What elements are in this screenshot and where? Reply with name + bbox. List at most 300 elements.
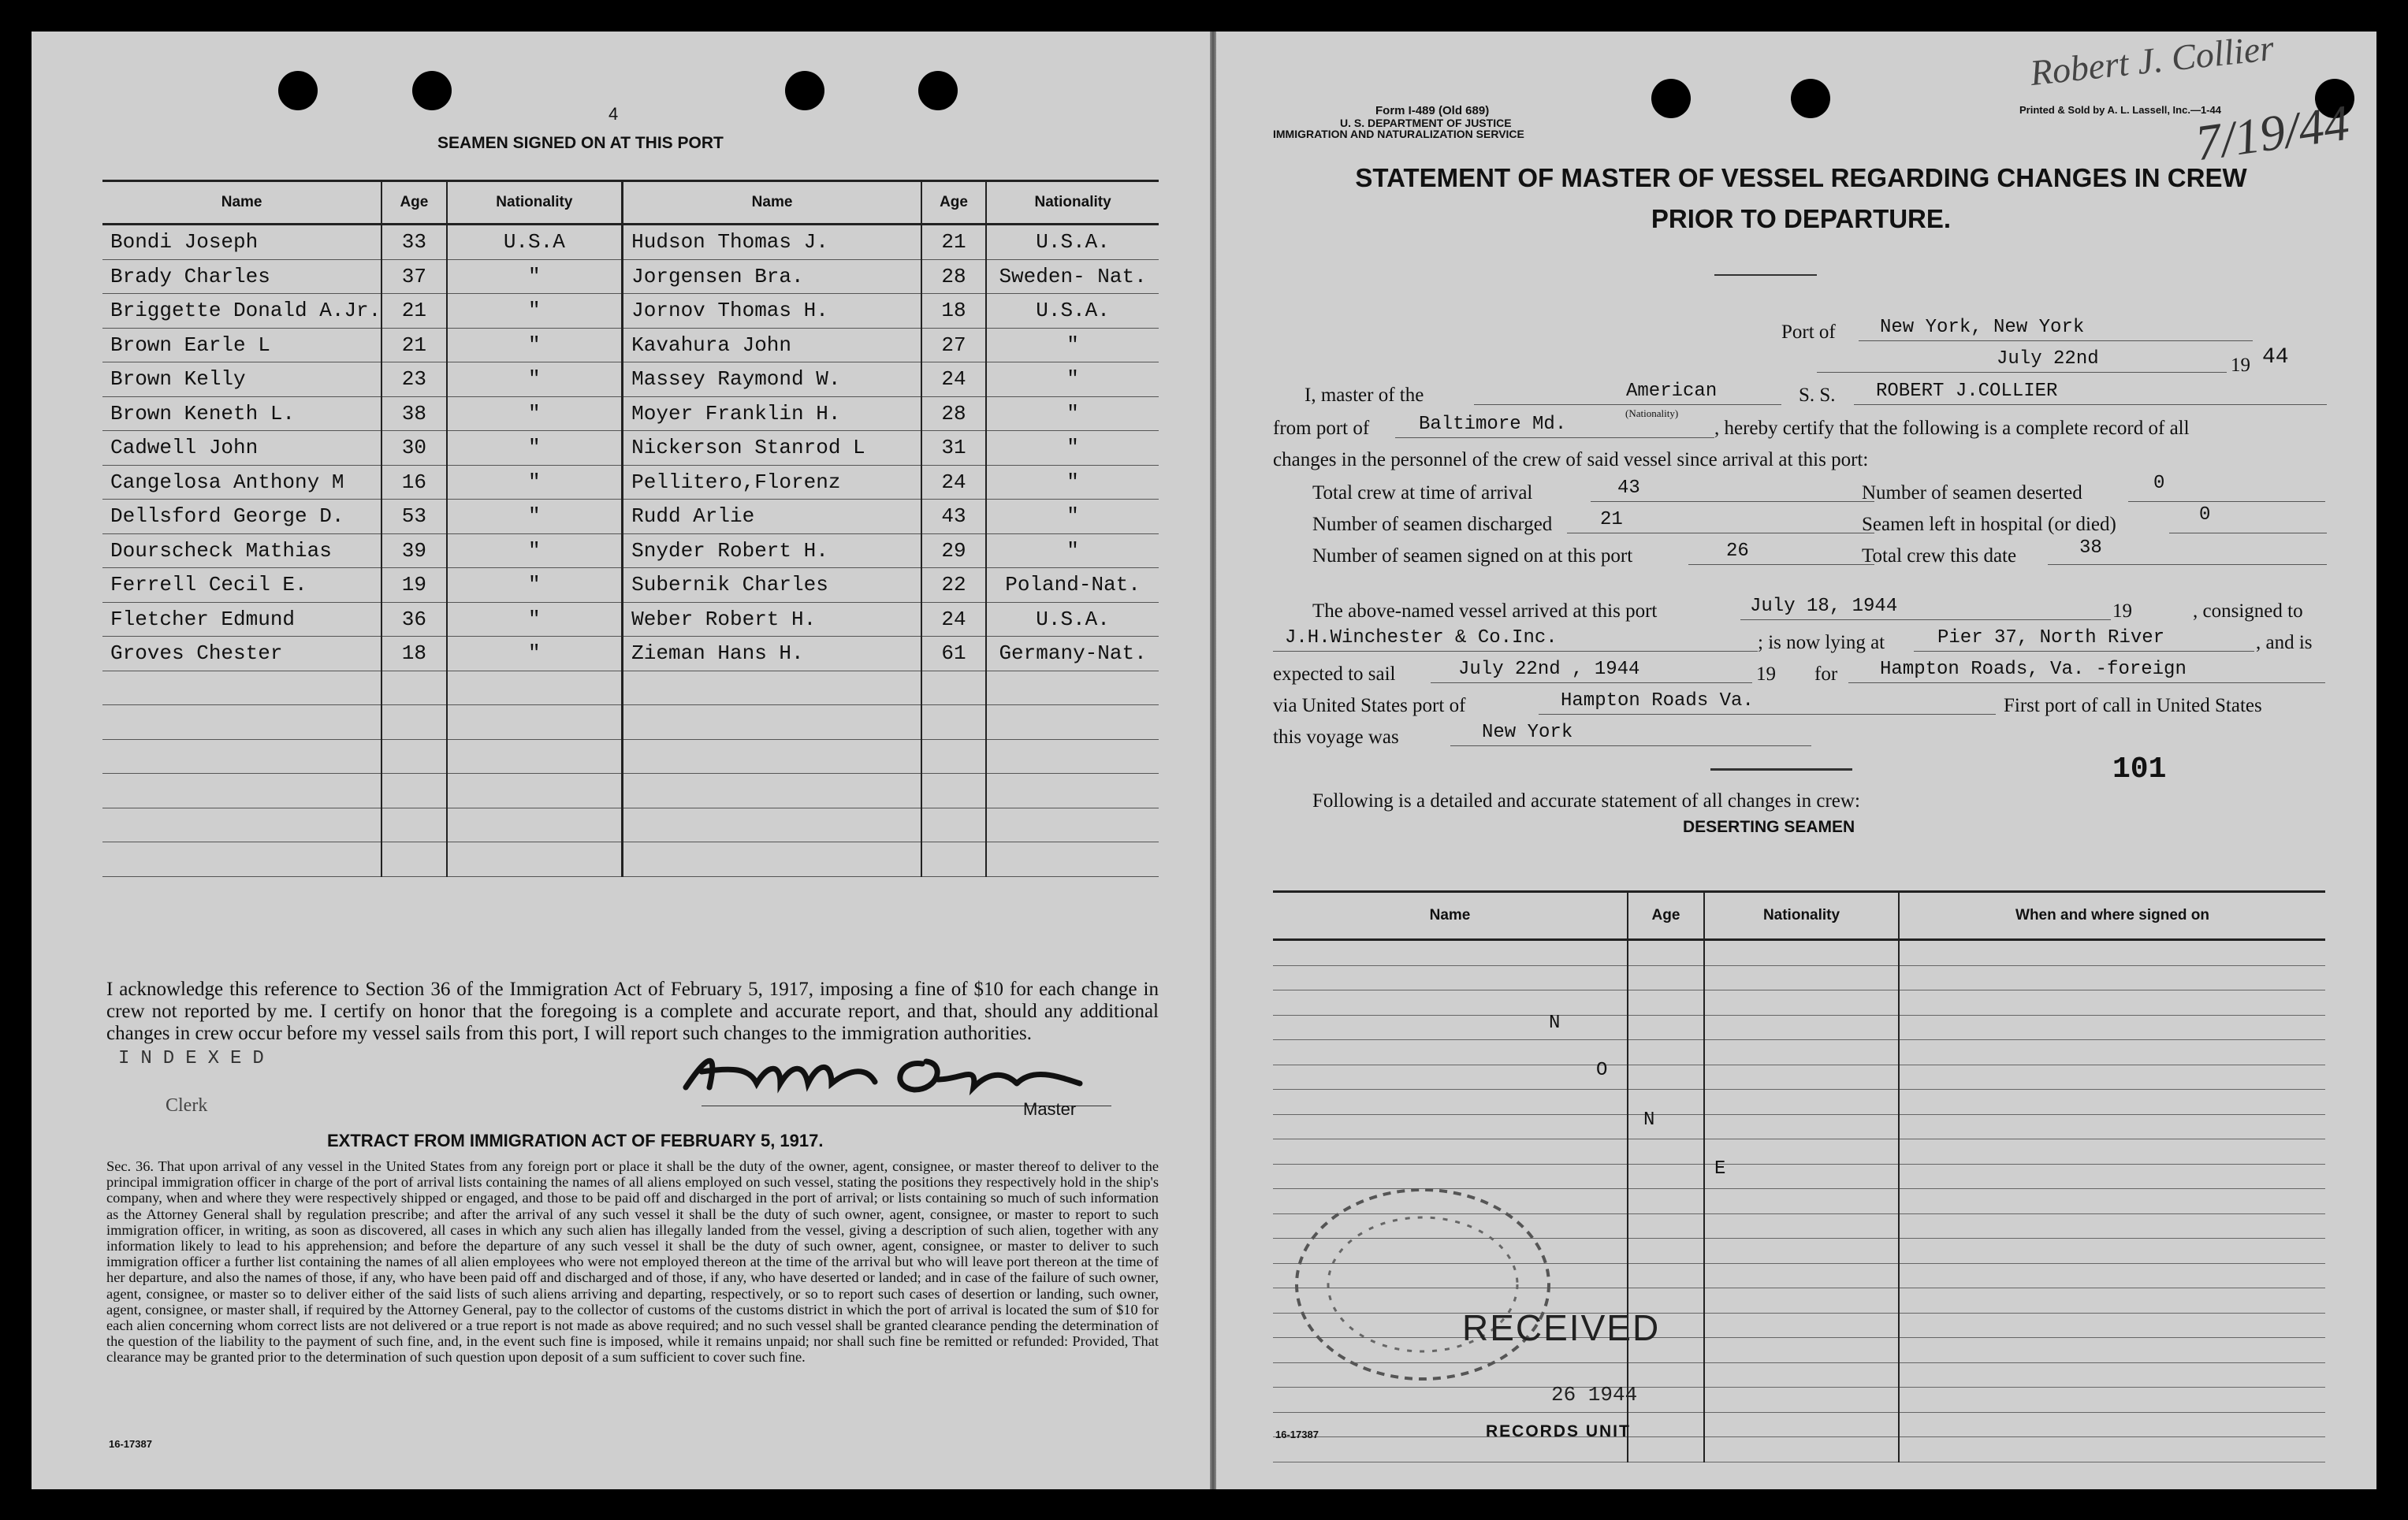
fill-line (1854, 404, 2327, 405)
deserted-label: Number of seamen deserted (1862, 482, 2082, 504)
blank-cell (1899, 965, 2325, 990)
column-header: Age (1628, 892, 1704, 940)
blank-cell (1704, 990, 1899, 1016)
blank-row (1273, 965, 2325, 990)
expected-value: July 22nd , 1944 (1458, 659, 1640, 680)
blank-cell (102, 705, 381, 740)
blank-cell (1704, 1015, 1899, 1040)
blank-cell (1628, 990, 1704, 1016)
section-title: SEAMEN SIGNED ON AT THIS PORT (437, 134, 724, 152)
arrived-year: 19 (2112, 600, 2132, 622)
table-row (102, 362, 1159, 397)
crew-name: Snyder Robert H. (623, 533, 921, 568)
blank-cell (447, 774, 623, 808)
crew-name: Subernik Charles (623, 568, 921, 603)
form-code-right: 16-17387 (1275, 1429, 1319, 1440)
table-row (102, 396, 1159, 431)
fill-line (1817, 372, 2227, 373)
form-title-line-2: PRIOR TO DEPARTURE. (1651, 204, 1952, 233)
blank-cell (921, 842, 986, 877)
crew-age: 29 (921, 533, 986, 568)
crew-age: 33 (381, 225, 446, 260)
certify-text: , hereby certify that the following is a complete record of all (1714, 418, 2190, 439)
blank-cell (1628, 1362, 1704, 1388)
blank-cell (1273, 940, 1628, 966)
punch-hole (412, 71, 452, 110)
blank-cell (1704, 1189, 1899, 1214)
fill-line (1740, 619, 2111, 620)
blank-cell (381, 671, 446, 705)
first-port-text: First port of call in United States (2004, 695, 2262, 716)
crew-nationality: " (986, 431, 1159, 466)
page-number: 4 (609, 104, 619, 124)
fill-line (1395, 437, 1714, 438)
year-suffix: 44 (2262, 345, 2289, 370)
port-label: Port of (1781, 321, 1836, 343)
crew-age: 31 (921, 431, 986, 466)
following-text: Following is a detailed and accurate statement of all changes in crew: (1312, 790, 1860, 812)
statute-text: Sec. 36. That upon arrival of any vessel in the United States from any foreign port or place it shall be the duty of the owner, agent, consignee, or master thereof to deliver to the principal immigration officer in charge of the port of arrival lists containing the names of all aliens employed on such vessel, stating the positions they respectively hold in the ship's company, when and where they were respectively shipped or engaged, and those to be paid off and discharged in the port of arrival; or lists containing so much of such information as the Attorney General shall by regulation prescribe; and after the arrival of any such vessel it shall be the duty of such owner, agent, consignee, or master to report to such immigration officer, in writing, as soon as discovered, all cases in which any such alien has illegally landed from the vessel, giving a description of such alien, together with any information likely to lead to his apprehension; and before the departure of any such vessel it shall be the duty of such owner, agent, consignee, or master to deliver to such immigration officer a further list containing the names of all alien employees who were not employed thereon at the time of the arrival but who will leave port thereon at the time of her departure, and also the names of those, if any, who have been paid off and discharged and of those, if any, who have deserted or landed; and in case of the failure of such owner, agent, consignee, or master so to deliver either of the said lists of such aliens arriving and departing, respectively, or so to report such cases of desertion or landing, such owner, agent, consignee, or master shall, if required by the Attorney General, pay to the collector of customs of the customs district in which the port of arrival is located the sum of $10 for each alien concerning whom correct lists are not delivered or a true report is not made as above required; and no such vessel shall be granted clearance pending the determination of the question of the liability to the payment of such fine, and, in the event such fine is imposed, while it remains unpaid; nor shall such fine be remitted or refunded: Provided, That clearance may be granted prior to the determination of such question upon deposit of a sum sufficient to cover such fine. (106, 1158, 1159, 1366)
blank-cell (1704, 1437, 1899, 1462)
via-value: Hampton Roads Va. (1561, 690, 1754, 712)
nationality-value: American (1626, 381, 1718, 402)
form-title (1273, 158, 2329, 240)
vessel-name: ROBERT J.COLLIER (1876, 381, 2058, 402)
via-text: via United States port of (1273, 695, 1466, 716)
deserting-title: DESERTING SEAMEN (1683, 818, 1855, 836)
blank-cell (1899, 1189, 2325, 1214)
blank-cell (1899, 1288, 2325, 1314)
column-header: Name (1273, 892, 1628, 940)
crew-age: 19 (381, 568, 446, 603)
column-header: When and where signed on (1899, 892, 2325, 940)
lying-text: ; is now lying at (1758, 632, 1885, 653)
blank-cell (623, 774, 921, 808)
column-header: Nationality (986, 181, 1159, 225)
blank-cell (1273, 990, 1628, 1016)
total-crew-date-label: Total crew this date (1862, 545, 2017, 567)
crew-age: 21 (921, 225, 986, 260)
master-of-label: I, master of the (1304, 385, 1424, 406)
crew-nationality: " (447, 328, 623, 362)
blank-cell (623, 842, 921, 877)
crew-name: Bondi Joseph (102, 225, 381, 260)
crew-age: 28 (921, 259, 986, 294)
received-date: 26 1944 (1551, 1383, 1638, 1407)
and-is-text: , and is (2256, 632, 2313, 653)
blank-cell (1899, 1313, 2325, 1338)
fill-line (2128, 501, 2325, 502)
column-header: Age (921, 181, 986, 225)
blank-cell (1628, 965, 1704, 990)
blank-cell (1704, 1412, 1899, 1437)
table-row (102, 328, 1159, 362)
blank-cell (1704, 1040, 1899, 1065)
crew-age: 24 (921, 602, 986, 637)
blank-cell (1273, 1015, 1628, 1040)
crew-nationality: Sweden- Nat. (986, 259, 1159, 294)
blank-cell (1273, 1090, 1628, 1115)
port-value: New York, New York (1880, 317, 2085, 338)
blank-cell (1628, 1114, 1704, 1139)
blank-cell (1704, 1164, 1899, 1189)
punch-hole (1651, 79, 1691, 118)
signed-on-label: Number of seamen signed on at this port (1312, 545, 1633, 567)
blank-cell (1628, 1213, 1704, 1239)
crew-age: 24 (921, 465, 986, 500)
crew-nationality: " (986, 362, 1159, 397)
document-sheet (32, 27, 2376, 1489)
blank-cell (1704, 1213, 1899, 1239)
for-label: for (1814, 663, 1838, 685)
crew-name: Brown Kelly (102, 362, 381, 397)
blank-row (102, 739, 1159, 774)
crew-name: Moyer Franklin H. (623, 396, 921, 431)
crew-nationality: " (986, 328, 1159, 362)
crew-age: 37 (381, 259, 446, 294)
blank-cell (1273, 1040, 1628, 1065)
deserted-value: 0 (2153, 473, 2165, 494)
crew-name: Jornov Thomas H. (623, 294, 921, 329)
from-port-value: Baltimore Md. (1419, 414, 1567, 435)
crew-name: Brady Charles (102, 259, 381, 294)
fill-line (1688, 564, 1874, 565)
blank-cell (1273, 1114, 1628, 1139)
blank-cell (623, 739, 921, 774)
blank-cell (1704, 940, 1899, 966)
blank-cell (1628, 1437, 1704, 1462)
blank-cell (986, 774, 1159, 808)
blank-row (1273, 1015, 2325, 1040)
expected-text: expected to sail (1273, 663, 1396, 685)
crew-name: Nickerson Stanrod L (623, 431, 921, 466)
discharged-label: Number of seamen discharged (1312, 514, 1553, 535)
blank-cell (102, 739, 381, 774)
crew-name: Zieman Hans H. (623, 637, 921, 671)
discharged-value: 21 (1600, 509, 1623, 530)
crew-name: Jorgensen Bra. (623, 259, 921, 294)
crew-name: Ferrell Cecil E. (102, 568, 381, 603)
crew-nationality: " (447, 362, 623, 397)
crew-name: Groves Chester (102, 637, 381, 671)
crew-nationality: U.S.A. (986, 294, 1159, 329)
lying-value: Pier 37, North River (1937, 627, 2165, 649)
fill-line (1859, 340, 2253, 341)
crew-age: 30 (381, 431, 446, 466)
crew-name: Dourscheck Mathias (102, 533, 381, 568)
none-letter: N (1643, 1109, 1655, 1131)
crew-name: Brown Earle L (102, 328, 381, 362)
blank-cell (1273, 1139, 1628, 1165)
blank-cell (986, 671, 1159, 705)
blank-cell (1899, 1040, 2325, 1065)
crew-nationality: " (447, 431, 623, 466)
section-rule (1710, 768, 1852, 771)
blank-cell (447, 808, 623, 842)
blank-cell (381, 808, 446, 842)
blank-cell (1704, 1338, 1899, 1363)
blank-cell (623, 705, 921, 740)
page-serial: 101 (2112, 753, 2167, 786)
crew-age: 21 (381, 328, 446, 362)
blank-cell (1628, 1040, 1704, 1065)
handwritten-vessel-name: Robert J. Collier (2028, 27, 2276, 94)
master-signature (662, 1044, 1135, 1107)
none-letter: O (1596, 1060, 1608, 1081)
total-crew-arrival-value: 43 (1617, 478, 1640, 499)
none-letter: E (1714, 1158, 1726, 1180)
crew-nationality: " (447, 533, 623, 568)
blank-cell (1704, 965, 1899, 990)
blank-cell (986, 705, 1159, 740)
blank-cell (381, 774, 446, 808)
punch-hole (918, 71, 958, 110)
blank-cell (1628, 1090, 1704, 1115)
blank-cell (1899, 1437, 2325, 1462)
crew-nationality: U.S.A (447, 225, 623, 260)
clerk-label (166, 1095, 207, 1117)
crew-nationality: " (447, 568, 623, 603)
blank-cell (986, 842, 1159, 877)
table-row (102, 465, 1159, 500)
table-header (102, 181, 1159, 225)
signed-on-table (102, 180, 1159, 877)
blank-cell (447, 739, 623, 774)
voyage-text: this voyage was (1273, 727, 1399, 748)
blank-row (1273, 940, 2325, 966)
blank-cell (1704, 1239, 1899, 1264)
crew-age: 23 (381, 362, 446, 397)
blank-cell (1628, 1065, 1704, 1090)
expected-year: 19 (1756, 663, 1776, 685)
crew-age: 36 (381, 602, 446, 637)
records-unit-stamp: RECORDS UNIT (1486, 1422, 1631, 1440)
table-row (102, 637, 1159, 671)
blank-cell (1628, 1139, 1704, 1165)
blank-cell (1899, 1239, 2325, 1264)
crew-name: Massey Raymond W. (623, 362, 921, 397)
crew-nationality: " (447, 500, 623, 534)
crew-rows (102, 225, 1159, 877)
arrived-text: The above-named vessel arrived at this port (1312, 600, 1658, 622)
crew-name: Cadwell John (102, 431, 381, 466)
crew-age: 43 (921, 500, 986, 534)
received-stamp: RECEIVED (1462, 1307, 1661, 1348)
total-crew-date-value: 38 (2079, 537, 2102, 559)
blank-cell (1899, 1015, 2325, 1040)
crew-age: 18 (381, 637, 446, 671)
hospital-value: 0 (2199, 504, 2211, 526)
blank-cell (1899, 1412, 2325, 1437)
crew-nationality: Poland-Nat. (986, 568, 1159, 603)
blank-cell (1628, 940, 1704, 966)
crew-age: 61 (921, 637, 986, 671)
fill-line (1914, 651, 2254, 652)
blank-cell (1704, 1263, 1899, 1288)
consignee-value: J.H.Winchester & Co.Inc. (1285, 627, 1558, 649)
blank-cell (102, 842, 381, 877)
table-row (102, 259, 1159, 294)
crew-age: 28 (921, 396, 986, 431)
fill-line (2048, 564, 2327, 565)
handwritten-date: 7/19/44 (2191, 94, 2353, 172)
blank-cell (1628, 1015, 1704, 1040)
from-port-label: from port of (1273, 418, 1370, 439)
crew-age: 24 (921, 362, 986, 397)
punch-hole (1791, 79, 1830, 118)
fill-line (1431, 682, 1752, 683)
blank-cell (1899, 990, 2325, 1016)
crew-nationality: " (447, 637, 623, 671)
blank-cell (1704, 1114, 1899, 1139)
crew-age: 22 (921, 568, 986, 603)
blank-cell (447, 671, 623, 705)
blank-cell (1628, 1388, 1704, 1413)
blank-cell (447, 842, 623, 877)
blank-row (102, 808, 1159, 842)
crew-nationality: U.S.A. (986, 225, 1159, 260)
form-title-line-1: STATEMENT OF MASTER OF VESSEL REGARDING CHANGES IN CREW (1355, 163, 2247, 192)
department: U. S. DEPARTMENT OF JUSTICE (1340, 117, 1512, 129)
crew-age: 53 (381, 500, 446, 534)
total-crew-arrival-label: Total crew at time of arrival (1312, 482, 1533, 504)
crew-age: 18 (921, 294, 986, 329)
blank-cell (1704, 1139, 1899, 1165)
crew-age: 16 (381, 465, 446, 500)
blank-cell (1704, 1288, 1899, 1314)
crew-age: 21 (381, 294, 446, 329)
blank-cell (1704, 1388, 1899, 1413)
column-header: Name (102, 181, 381, 225)
table-row (102, 294, 1159, 329)
blank-cell (1273, 965, 1628, 990)
blank-row (1273, 1090, 2325, 1115)
master-label: Master (1023, 1099, 1077, 1119)
crew-name: Cangelosa Anthony M (102, 465, 381, 500)
table-row (102, 602, 1159, 637)
consigned-text: , consigned to (2193, 600, 2303, 622)
crew-name: Rudd Arlie (623, 500, 921, 534)
crew-name: Briggette Donald A.Jr. (102, 294, 381, 329)
blank-cell (102, 671, 381, 705)
blank-row (1273, 1114, 2325, 1139)
fill-line (1848, 682, 2325, 683)
column-header: Name (623, 181, 921, 225)
blank-cell (986, 739, 1159, 774)
blank-cell (1899, 1065, 2325, 1090)
blank-row (102, 671, 1159, 705)
crew-nationality: " (447, 465, 623, 500)
blank-row (1273, 1040, 2325, 1065)
form-code-left: 16-17387 (109, 1438, 152, 1450)
blank-cell (381, 739, 446, 774)
page-fold (1210, 32, 1216, 1489)
punch-hole (278, 71, 318, 110)
blank-cell (381, 705, 446, 740)
crew-name: Dellsford George D. (102, 500, 381, 534)
blank-row (102, 774, 1159, 808)
crew-nationality: " (986, 396, 1159, 431)
crew-nationality: U.S.A. (986, 602, 1159, 637)
blank-cell (1899, 1362, 2325, 1388)
blank-cell (1628, 1263, 1704, 1288)
receipt-stamp-ring (1281, 1166, 1565, 1403)
crew-nationality: " (447, 294, 623, 329)
blank-cell (921, 671, 986, 705)
blank-row (1273, 1412, 2325, 1437)
table-row (102, 431, 1159, 466)
blank-cell (381, 842, 446, 877)
crew-name: Weber Robert H. (623, 602, 921, 637)
blank-cell (447, 705, 623, 740)
blank-cell (1704, 1362, 1899, 1388)
blank-cell (1704, 1090, 1899, 1115)
crew-nationality: " (447, 602, 623, 637)
blank-cell (1628, 1239, 1704, 1264)
blank-cell (1704, 1313, 1899, 1338)
table-header (1273, 892, 2325, 940)
nationality-caption: (Nationality) (1625, 407, 1679, 419)
clerk-label-text: Clerk (166, 1095, 208, 1116)
blank-cell (623, 808, 921, 842)
blank-cell (1628, 1412, 1704, 1437)
crew-nationality: " (447, 396, 623, 431)
crew-age: 38 (381, 396, 446, 431)
acknowledgment-text: I acknowledge this reference to Section 36 of the Immigration Act of February 5, 1917, imposing a fine of $10 for each change in crew not reported by me. I certify on honor that the foregoing is a complete and accurate report, and that, should any additional changes in crew occur before my vessel sails from this port, I will report such changes to the immigration authorities. (106, 979, 1159, 1044)
title-rule (1714, 274, 1817, 276)
crew-name: Hudson Thomas J. (623, 225, 921, 260)
changes-text: changes in the personnel of the crew of said vessel since arrival at this port: (1273, 449, 1869, 470)
blank-cell (1628, 1164, 1704, 1189)
blank-row (1273, 1065, 2325, 1090)
none-letter: N (1549, 1013, 1561, 1034)
form-id: Form I-489 (Old 689) (1375, 104, 1490, 117)
for-value: Hampton Roads, Va. -foreign (1880, 659, 2187, 680)
blank-cell (1899, 1139, 2325, 1165)
service: IMMIGRATION AND NATURALIZATION SERVICE (1273, 128, 1524, 140)
blank-cell (921, 705, 986, 740)
crew-age: 27 (921, 328, 986, 362)
crew-name: Brown Keneth L. (102, 396, 381, 431)
table-row (102, 568, 1159, 603)
fill-line (1539, 714, 1996, 715)
blank-cell (921, 808, 986, 842)
blank-row (1273, 1437, 2325, 1462)
indexed-stamp: INDEXED (118, 1048, 275, 1069)
extract-title: EXTRACT FROM IMMIGRATION ACT OF FEBRUARY 5, 1917. (327, 1131, 824, 1150)
blank-cell (102, 808, 381, 842)
punch-hole (785, 71, 824, 110)
blank-cell (921, 774, 986, 808)
blank-cell (921, 739, 986, 774)
crew-nationality: " (986, 500, 1159, 534)
blank-cell (1899, 1090, 2325, 1115)
table-row (102, 533, 1159, 568)
date-value: July 22nd (1997, 348, 2099, 370)
voyage-value: New York (1482, 722, 1573, 743)
column-header: Age (381, 181, 446, 225)
fill-line (1474, 404, 1781, 405)
blank-cell (1899, 1263, 2325, 1288)
blank-cell (1899, 1114, 2325, 1139)
crew-nationality: " (986, 533, 1159, 568)
blank-row (102, 705, 1159, 740)
blank-cell (1899, 1338, 2325, 1363)
printer-credit: Printed & Sold by A. L. Lassell, Inc.—1-44 (2019, 104, 2221, 116)
blank-cell (1273, 1065, 1628, 1090)
fill-line (1591, 501, 1874, 502)
table-row (102, 500, 1159, 534)
